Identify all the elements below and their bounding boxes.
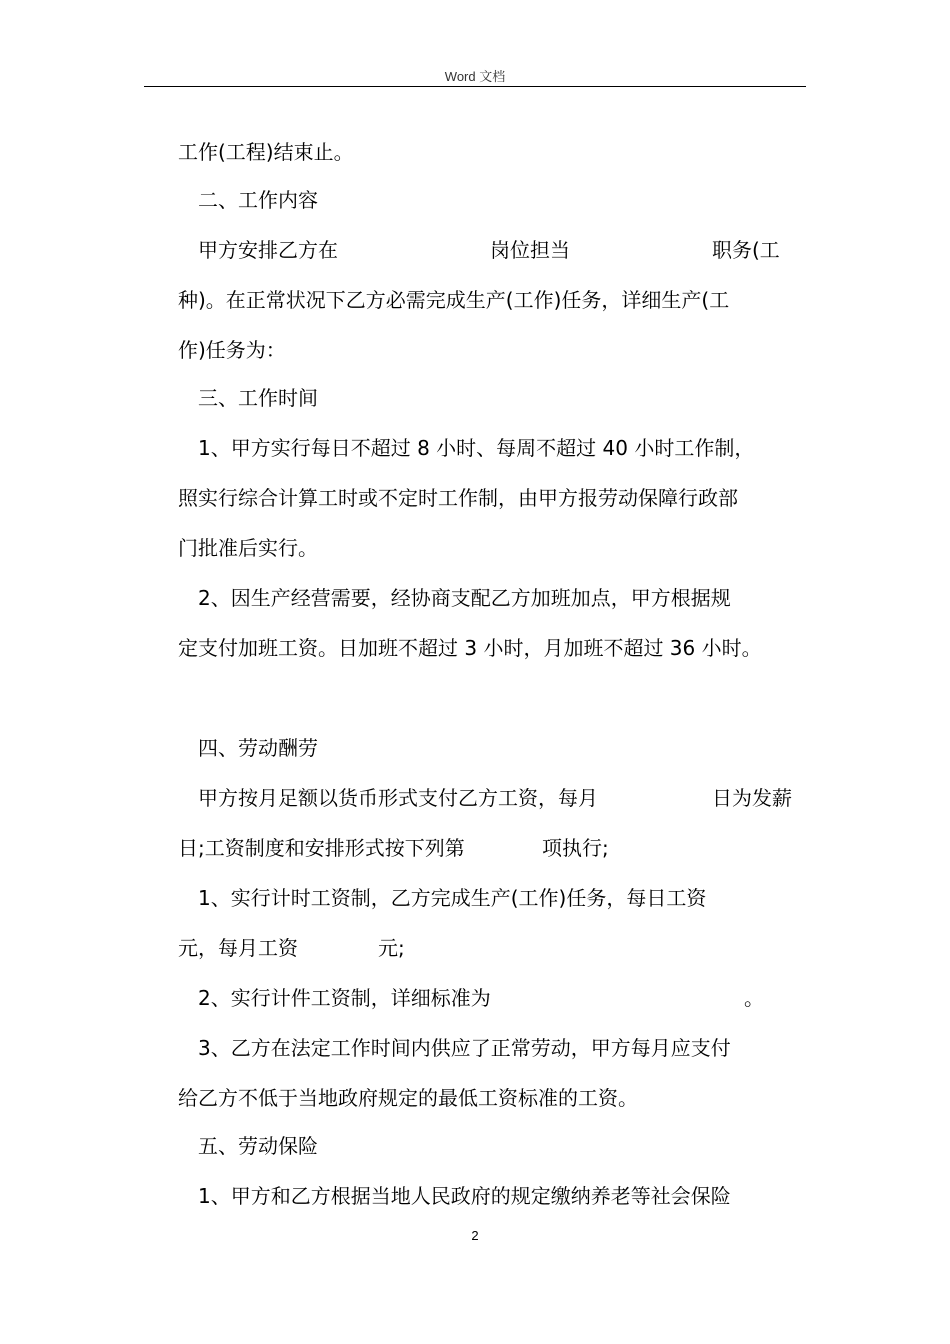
paragraph-text: 职务(工 xyxy=(712,238,780,262)
paragraph-text: 甲方安排乙方在 xyxy=(198,238,338,262)
paragraph-text: 2、实行计件工资制，详细标准为 xyxy=(198,986,491,1010)
paragraph-text: 日;工资制度和安排形式按下列第 xyxy=(178,836,465,860)
paragraph-line: 工作(工程)结束止。 xyxy=(178,140,354,164)
header-divider xyxy=(144,86,806,87)
paragraph-line: 定支付加班工资。日加班不超过 3 小时，月加班不超过 36 小时。 xyxy=(178,636,762,660)
paragraph-line: 给乙方不低于当地政府规定的最低工资标准的工资。 xyxy=(178,1086,638,1110)
paragraph-text: 岗位担当 xyxy=(490,238,570,262)
paragraph-line: 门批准后实行。 xyxy=(178,536,318,560)
section-heading-work-content: 二、工作内容 xyxy=(198,188,318,212)
section-heading-work-time: 三、工作时间 xyxy=(198,386,318,410)
paragraph-text: 元，每月工资 xyxy=(178,936,298,960)
paragraph-line: 2、因生产经营需要，经协商支配乙方加班加点，甲方根据规 xyxy=(198,586,731,610)
paragraph-line: 3、乙方在法定工作时间内供应了正常劳动，甲方每月应支付 xyxy=(198,1036,731,1060)
paragraph-text: 日为发薪 xyxy=(712,786,792,810)
paragraph-text: 。 xyxy=(744,986,764,1010)
paragraph-text: 甲方按月足额以货币形式支付乙方工资，每月 xyxy=(198,786,598,810)
paragraph-line: 1、甲方实行每日不超过 8 小时、每周不超过 40 小时工作制， xyxy=(198,436,755,460)
paragraph-line: 照实行综合计算工时或不定时工作制，由甲方报劳动保障行政部 xyxy=(178,486,738,510)
section-heading-labor-insurance: 五、劳动保险 xyxy=(198,1134,318,1158)
paragraph-line: 种)。在正常状况下乙方必需完成生产(工作)任务，详细生产(工 xyxy=(178,288,730,312)
paragraph-line: 作)任务为： xyxy=(178,338,286,362)
paragraph-line: 1、甲方和乙方根据当地人民政府的规定缴纳养老等社会保险 xyxy=(198,1184,731,1208)
paragraph-text: 元; xyxy=(378,936,405,960)
page-number: 2 xyxy=(471,1228,479,1243)
document-header: Word 文档 xyxy=(444,69,506,84)
section-heading-remuneration: 四、劳动酬劳 xyxy=(198,736,318,760)
paragraph-line: 1、实行计时工资制，乙方完成生产(工作)任务，每日工资 xyxy=(198,886,707,910)
paragraph-text: 项执行; xyxy=(542,836,609,860)
